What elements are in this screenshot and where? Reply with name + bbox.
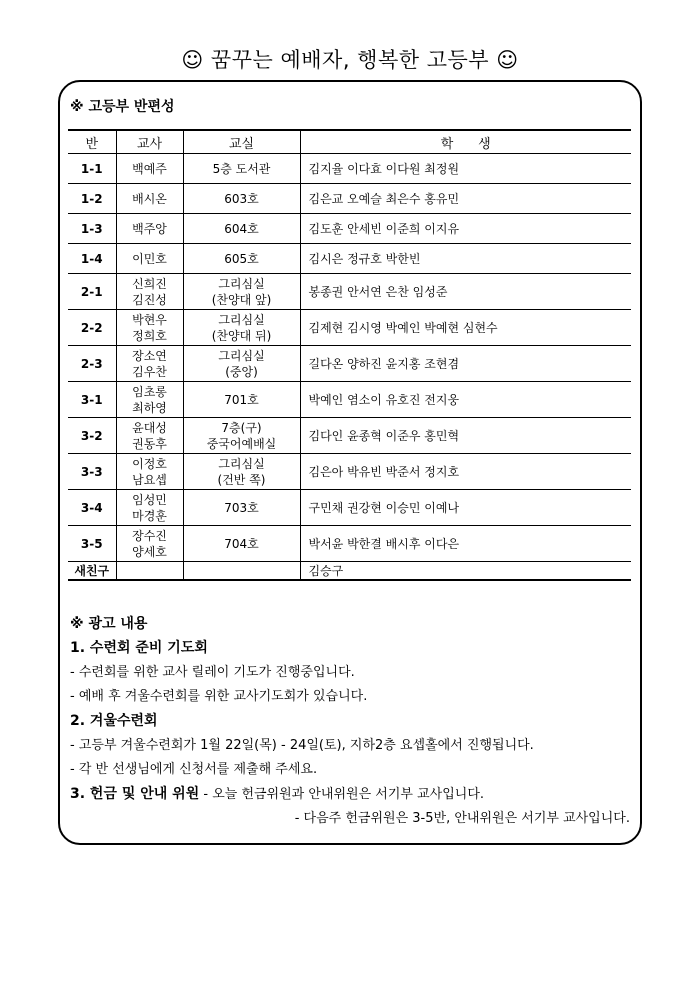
- header-students: 학 생: [300, 130, 631, 154]
- cell-teacher-line: 임성민: [132, 492, 167, 507]
- cell-room: [183, 184, 300, 214]
- ad-item-heading: 1. 수련회 준비 기도회: [70, 640, 208, 656]
- cell-students: 김은교 오예슬 최은수 홍유민: [300, 184, 631, 214]
- table-row: [68, 382, 631, 418]
- cell-students: 봉종권 안서연 은찬 임성준: [300, 274, 631, 310]
- cell-students: 박예인 염소이 유호진 전지웅: [300, 382, 631, 418]
- cell-teacher: [116, 418, 183, 454]
- cell-room-line: 603호: [224, 191, 259, 206]
- ad-item-line: - 각 반 선생님에게 신청서를 제출해 주세요.: [70, 762, 318, 777]
- cell-room-line: (중앙): [225, 364, 258, 379]
- cell-room-line: 703호: [224, 500, 259, 515]
- cell-ban: 3-4: [68, 490, 116, 526]
- table-row: [68, 184, 631, 214]
- cell-room-line: 701호: [224, 392, 259, 407]
- cell-ban: 2-2: [68, 310, 116, 346]
- cell-teacher-line: 백예주: [132, 161, 167, 176]
- cell-teacher: [116, 454, 183, 490]
- table-row: [68, 214, 631, 244]
- cell-ban: 1-3: [68, 214, 116, 244]
- cell-ban: 2-3: [68, 346, 116, 382]
- cell-room: [183, 382, 300, 418]
- cell-room-line: (찬양대 앞): [211, 292, 272, 307]
- ad-item-heading-line: [70, 782, 630, 807]
- cell-room-line: 5층 도서관: [212, 161, 271, 176]
- cell-room: [183, 562, 300, 581]
- cell-teacher-line: 윤대성: [132, 420, 167, 435]
- cell-teacher: [116, 310, 183, 346]
- cell-room-line: 704호: [224, 536, 259, 551]
- cell-students: 김승구: [300, 562, 631, 581]
- cell-students: 구민채 권강현 이승민 이예나: [300, 490, 631, 526]
- cell-students: 박서윤 박한결 배시후 이다은: [300, 526, 631, 562]
- ad-item-heading-line: [70, 709, 630, 734]
- ad-item-inline-text: - 오늘 헌금위원과 안내위원은 서기부 교사입니다.: [199, 787, 485, 802]
- cell-teacher-line: 박현우: [132, 312, 167, 327]
- roster-table: [68, 129, 631, 581]
- table-row: [68, 244, 631, 274]
- cell-ban: 3-1: [68, 382, 116, 418]
- cell-room: [183, 526, 300, 562]
- cell-teacher-line: 마경훈: [132, 508, 167, 523]
- cell-students: 김도훈 안세빈 이준희 이지유: [300, 214, 631, 244]
- table-row: [68, 310, 631, 346]
- cell-room-line: (찬양대 뒤): [211, 328, 272, 343]
- ad-item-heading-line: [70, 636, 630, 661]
- roster-header-row: [68, 130, 631, 154]
- cell-students: 김은아 박유빈 박준서 정지호: [300, 454, 631, 490]
- cell-room: [183, 154, 300, 184]
- cell-teacher-line: 임초롱: [132, 384, 167, 399]
- cell-teacher-line: 이정호: [132, 456, 167, 471]
- cell-room-line: 그리심실: [218, 348, 265, 363]
- cell-teacher-line: 정희호: [132, 328, 167, 343]
- cell-room-line: 그리심실: [218, 456, 265, 471]
- cell-students: 김제현 김시영 박예인 박예현 심현수: [300, 310, 631, 346]
- roster-section-title: ※ 고등부 반편성: [70, 99, 175, 115]
- table-row: [68, 526, 631, 562]
- cell-teacher: [116, 526, 183, 562]
- cell-teacher-line: 김우찬: [132, 364, 167, 379]
- cell-ban: 1-4: [68, 244, 116, 274]
- cell-students: 김다인 윤종혁 이준우 홍민혁: [300, 418, 631, 454]
- ad-item-line: - 예배 후 겨울수련회를 위한 교사기도회가 있습니다.: [70, 689, 368, 704]
- cell-teacher: [116, 184, 183, 214]
- cell-room: [183, 274, 300, 310]
- cell-teacher: [116, 274, 183, 310]
- header-room: 교실: [183, 130, 300, 154]
- cell-teacher-line: 배시온: [132, 191, 167, 206]
- cell-ban: 새친구: [68, 562, 116, 581]
- cell-ban: 3-3: [68, 454, 116, 490]
- ads-section-title: ※ 광고 내용: [70, 616, 148, 632]
- page-title: ☺ 꿈꾸는 예배자, 행복한 고등부 ☺: [181, 48, 519, 72]
- cell-teacher-line: 신희진: [132, 276, 167, 291]
- cell-teacher-line: 권동후: [132, 436, 167, 451]
- cell-teacher: [116, 382, 183, 418]
- cell-ban: 1-1: [68, 154, 116, 184]
- cell-room: [183, 244, 300, 274]
- table-row: [68, 490, 631, 526]
- cell-students: 김지율 이다효 이다원 최정원: [300, 154, 631, 184]
- cell-room-line: 605호: [224, 251, 259, 266]
- cell-teacher: [116, 244, 183, 274]
- cell-teacher-line: 장수진: [132, 528, 167, 543]
- cell-ban: 3-2: [68, 418, 116, 454]
- ad-item-line: - 수련회를 위한 교사 릴레이 기도가 진행중입니다.: [70, 665, 355, 680]
- cell-teacher: [116, 214, 183, 244]
- header-ban: 반: [68, 130, 116, 154]
- table-row: [68, 562, 631, 581]
- header-teacher: 교사: [116, 130, 183, 154]
- cell-ban: 2-1: [68, 274, 116, 310]
- cell-teacher-line: 남요셉: [132, 472, 167, 487]
- cell-students: 김시은 정규호 박한빈: [300, 244, 631, 274]
- table-row: [68, 154, 631, 184]
- ad-item-line: - 다음주 헌금위원은 3-5반, 안내위원은 서기부 교사입니다.: [294, 811, 630, 826]
- cell-room-line: 중국어예배실: [206, 436, 277, 451]
- cell-teacher-line: 백주앙: [132, 221, 167, 236]
- cell-room: [183, 454, 300, 490]
- ad-item-heading: 2. 겨울수련회: [70, 713, 158, 729]
- cell-teacher-line: 이민호: [132, 251, 167, 266]
- cell-teacher-line: 양세호: [132, 544, 167, 559]
- ad-item-heading: 3. 헌금 및 안내 위원: [70, 786, 200, 802]
- table-row: [68, 418, 631, 454]
- cell-ban: 1-2: [68, 184, 116, 214]
- cell-ban: 3-5: [68, 526, 116, 562]
- cell-room-line: 7층(구): [221, 420, 262, 435]
- cell-teacher-line: 장소연: [132, 348, 167, 363]
- cell-teacher: [116, 490, 183, 526]
- cell-room-line: (건반 쪽): [217, 472, 266, 487]
- ad-item-line: - 고등부 겨울수련회가 1월 22일(목) - 24일(토), 지하2층 요셉홀에서 진행됩니다.: [70, 738, 534, 753]
- cell-room-line: 그리심실: [218, 276, 265, 291]
- cell-room: [183, 490, 300, 526]
- cell-room: [183, 346, 300, 382]
- cell-students: 길다온 양하진 윤지홍 조현겸: [300, 346, 631, 382]
- cell-room: [183, 310, 300, 346]
- cell-teacher: [116, 346, 183, 382]
- cell-room-line: 604호: [224, 221, 259, 236]
- cell-teacher-line: 김진성: [132, 292, 167, 307]
- table-row: [68, 346, 631, 382]
- ads-section: [70, 612, 630, 831]
- cell-teacher: [116, 562, 183, 581]
- cell-room-line: 그리심실: [218, 312, 265, 327]
- cell-teacher: [116, 154, 183, 184]
- table-row: [68, 274, 631, 310]
- table-row: [68, 454, 631, 490]
- roster-body: [68, 154, 631, 581]
- cell-room: [183, 418, 300, 454]
- cell-teacher-line: 최하영: [132, 400, 167, 415]
- cell-room: [183, 214, 300, 244]
